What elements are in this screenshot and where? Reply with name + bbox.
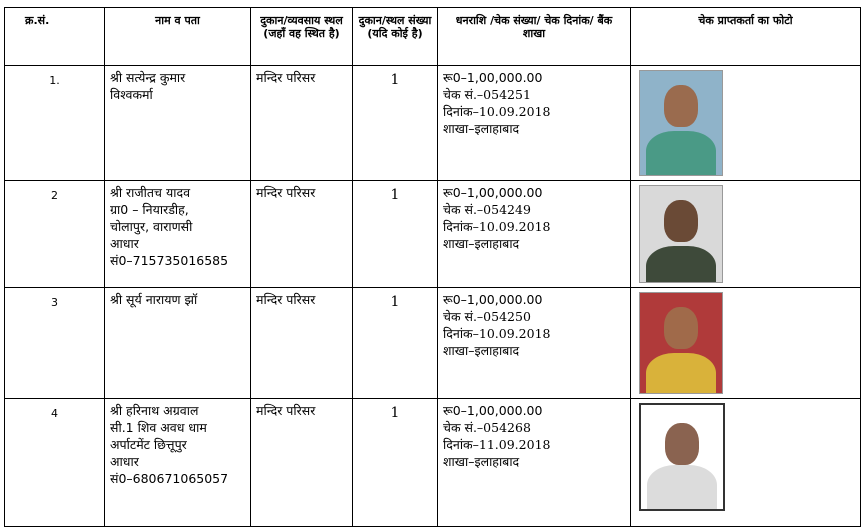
amount-cheque-details <box>438 288 631 399</box>
header-serial-number: क्र.सं. <box>5 8 105 66</box>
name-line: श्री सत्येन्द्र कुमार <box>110 70 186 85</box>
cheque-number: चेक सं.–054251 <box>443 87 531 102</box>
header-photo: चेक प्राप्तकर्ता का फोटो <box>631 8 861 66</box>
cheque-recipients-table <box>4 7 861 527</box>
table-header-row <box>5 8 861 66</box>
bank-branch: शाखा–इलाहाबाद <box>443 236 520 251</box>
serial-number: 1. <box>5 66 105 181</box>
name-line: श्री राजीतच यादव <box>110 185 191 200</box>
table-row <box>5 288 861 399</box>
photo-cell <box>631 181 861 288</box>
shop-place: मन्दिर परिसर <box>251 288 353 399</box>
address-line: सी.1 शिव अवध धाम <box>110 420 207 435</box>
header-amount-cheque: धनराशि /चेक संख्या/ चेक दिनांक/ बैंक शाखा <box>438 8 631 66</box>
name-address <box>105 288 251 399</box>
photo-cell <box>631 288 861 399</box>
recipient-photo <box>639 403 725 511</box>
aadhaar-label: आधार <box>110 454 139 469</box>
table-row <box>5 399 861 527</box>
photo-cell <box>631 66 861 181</box>
table-row <box>5 66 861 181</box>
amount-cheque-details <box>438 399 631 527</box>
shop-place: मन्दिर परिसर <box>251 399 353 527</box>
name-address <box>105 181 251 288</box>
bank-branch: शाखा–इलाहाबाद <box>443 121 520 136</box>
name-line: श्री सूर्य नारायण झॉ <box>110 292 198 307</box>
serial-number: 3 <box>5 288 105 399</box>
amount-cheque-details <box>438 66 631 181</box>
amount: रू0–1,00,000.00 <box>443 185 543 200</box>
amount: रू0–1,00,000.00 <box>443 70 543 85</box>
shop-place: मन्दिर परिसर <box>251 66 353 181</box>
recipient-photo <box>639 70 723 176</box>
serial-number: 2 <box>5 181 105 288</box>
name-line: श्री हरिनाथ अग्रवाल <box>110 403 199 418</box>
shop-count: 1 <box>353 288 438 399</box>
aadhaar-number: सं0–680671065057 <box>110 471 229 486</box>
bank-branch: शाखा–इलाहाबाद <box>443 454 520 469</box>
aadhaar-number: सं0–715735016585 <box>110 253 229 268</box>
aadhaar-label: आधार <box>110 236 139 251</box>
shop-count: 1 <box>353 399 438 527</box>
name-address <box>105 66 251 181</box>
address-line: चोलापुर, वाराणसी <box>110 219 193 234</box>
cheque-number: चेक सं.–054249 <box>443 202 531 217</box>
recipient-photo <box>639 185 723 283</box>
serial-number: 4 <box>5 399 105 527</box>
amount-cheque-details <box>438 181 631 288</box>
shop-place: मन्दिर परिसर <box>251 181 353 288</box>
name-line: विश्वकर्मा <box>110 87 153 102</box>
cheque-date: दिनांक–10.09.2018 <box>443 104 551 119</box>
shop-count: 1 <box>353 66 438 181</box>
cheque-number: चेक सं.–054268 <box>443 420 531 435</box>
cheque-date: दिनांक–10.09.2018 <box>443 326 551 341</box>
shop-count: 1 <box>353 181 438 288</box>
name-address <box>105 399 251 527</box>
cheque-date: दिनांक–10.09.2018 <box>443 219 551 234</box>
amount: रू0–1,00,000.00 <box>443 403 543 418</box>
cheque-date: दिनांक–11.09.2018 <box>443 437 551 452</box>
recipient-photo <box>639 292 723 394</box>
table-row <box>5 181 861 288</box>
header-shop-place: दुकान/व्यवसाय स्थल (जहाँ वह स्थित है) <box>251 8 353 66</box>
address-line: ग्रा0 – नियारडीह, <box>110 202 189 217</box>
bank-branch: शाखा–इलाहाबाद <box>443 343 520 358</box>
cheque-number: चेक सं.–054250 <box>443 309 531 324</box>
header-shop-count: दुकान/स्थल संख्या (यदि कोई है) <box>353 8 438 66</box>
address-line: अर्पाटमेंट छित्तूपुर <box>110 437 187 452</box>
header-name-address: नाम व पता <box>105 8 251 66</box>
amount: रू0–1,00,000.00 <box>443 292 543 307</box>
photo-cell <box>631 399 861 527</box>
